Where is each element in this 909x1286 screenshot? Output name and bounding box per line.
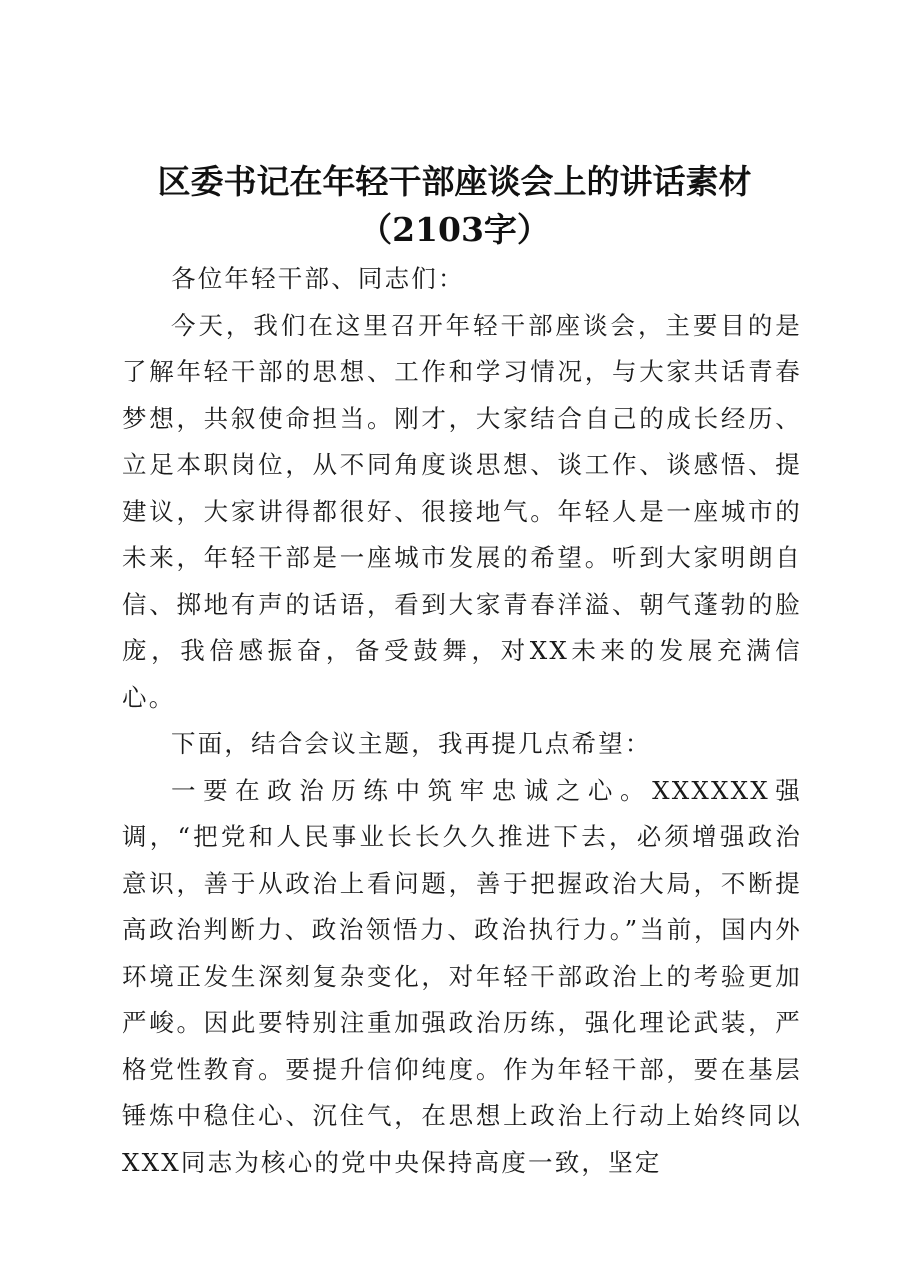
document-body (122, 256, 802, 1186)
body-paragraph: 一要在政治历练中筑牢忠诚之心。XXXXXX强调，“把党和人民事业长长久久推进下去，必须增强政治意识，善于从政治上看问题，善于把握政治大局，不断提高政治判断力、政治领悟力、政治执行力。”当前，国内外环境正发生深刻复杂变化，对年轻干部政治上的考验更加严峻。因此要特别注重加强政治历练，强化理论武装，严格党性教育。要提升信仰纯度。作为年轻干部，要在基层锤炼中稳住心、沉住气，在思想上政治上行动上始终同以XXX同志为核心的党中央保持高度一致，坚定 (122, 775, 802, 1177)
salutation-paragraph: 各位年轻干部、同志们： (171, 264, 465, 293)
document-title: 区委书记在年轻干部座谈会上的讲话素材 (157, 162, 752, 201)
body-paragraph: 今天，我们在这里召开年轻干部座谈会，主要目的是了解年轻干部的思想、工作和学习情况，与大家共话青春梦想，共叙使命担当。刚才，大家结合自己的成长经历、立足本职岗位，从不同角度谈思想、谈工作、谈感悟、提建议，大家讲得都很好、很接地气。年轻人是一座城市的未来，年轻干部是一座城市发展的希望。听到大家明朗自信、掷地有声的话语，看到大家青春洋溢、朝气蓬勃的脸庞，我倍感振奋，备受鼓舞，对XX未来的发展充满信心。 (122, 310, 802, 712)
document-title-word-count: （2103字） (359, 210, 550, 249)
body-paragraph: 下面，结合会议主题，我再提几点希望： (171, 729, 652, 758)
